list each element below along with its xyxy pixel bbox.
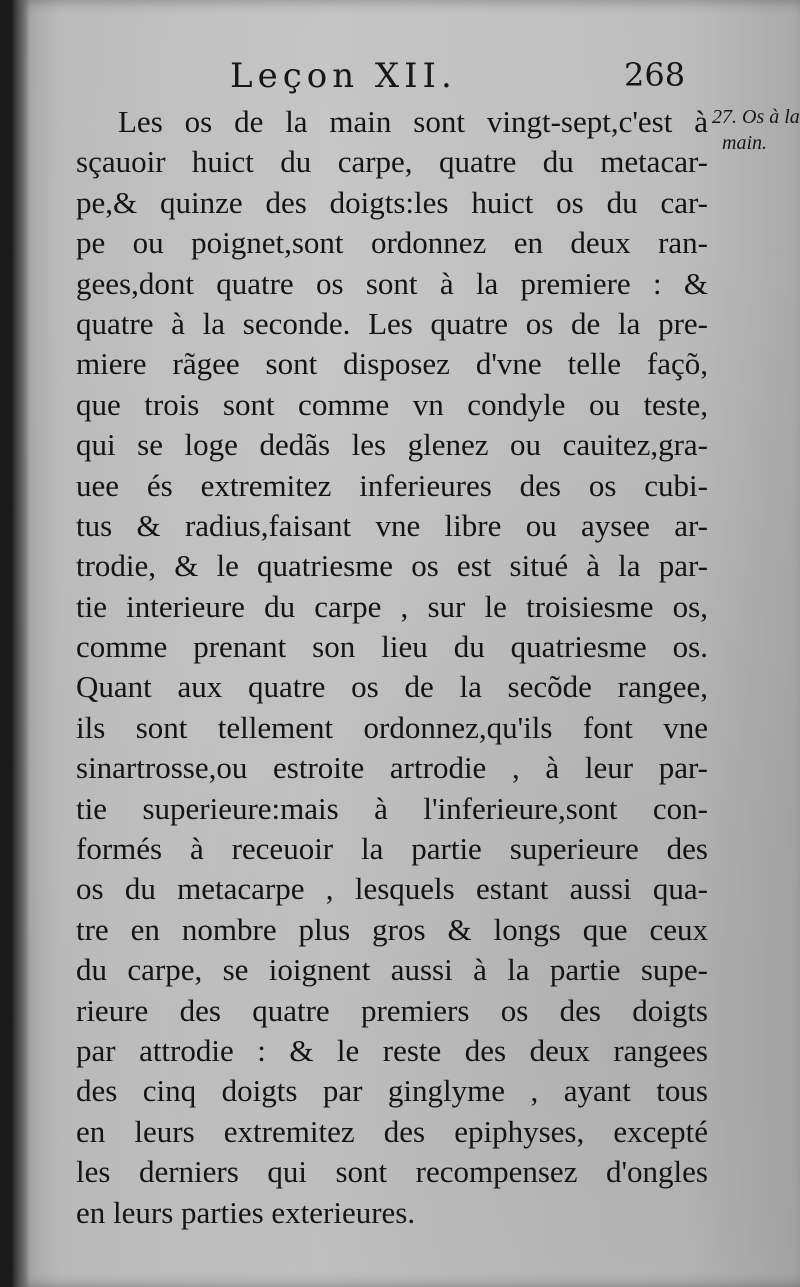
text-line: pe,& quinze des doigts:les huict os du car-: [76, 184, 708, 220]
body-text: [76, 102, 708, 1233]
page-header: [12, 52, 800, 100]
margin-note: [712, 104, 800, 156]
text-line: Les os de la main sont vingt-sept,c'est à: [118, 104, 708, 139]
text-line: tie interieure du carpe , sur le troisiesme os,: [76, 588, 708, 624]
text-line: quatre à la seconde. Les quatre os de la pre-: [76, 305, 708, 341]
text-line: ils sont tellement ordonnez,qu'ils font vne: [76, 709, 708, 745]
text-line: les derniers qui sont recompensez d'ongles: [76, 1154, 708, 1190]
text-line: comme prenant son lieu du quatriesme os.: [76, 629, 708, 665]
text-line: des cinq doigts par ginglyme , ayant tous: [76, 1073, 708, 1109]
text-line: qui se loge dedãs les glenez ou cauitez,gra-: [76, 427, 708, 463]
text-line: en leurs extremitez des epiphyses, excepté: [76, 1113, 708, 1149]
text-line: formés à receuoir la partie superieure des: [76, 831, 708, 867]
text-line: uee és extremitez inferieures des os cubi-: [76, 467, 708, 503]
text-line: rieure des quatre premiers os des doigts: [76, 992, 708, 1028]
text-line: en leurs parties exterieures.: [76, 1194, 416, 1230]
margin-note-line: 27. Os à la: [712, 106, 800, 128]
text-line: tre en nombre plus gros & longs que ceux: [76, 911, 708, 947]
text-line: gees,dont quatre os sont à la premiere : &: [76, 265, 708, 301]
text-line: par attrodie : & le reste des deux rangees: [76, 1032, 708, 1068]
page-number: 268: [624, 56, 686, 94]
text-line: miere rãgee sont disposez d'vne telle façõ,: [76, 346, 708, 382]
running-head: Leçon XII.: [230, 56, 457, 96]
text-line: Quant aux quatre os de la secõde rangee,: [76, 669, 708, 705]
text-line: trodie, & le quatriesme os est situé à la par-: [76, 548, 708, 584]
spine-shadow: [12, 0, 30, 1287]
margin-note-line: main.: [722, 132, 767, 154]
text-line: sçauoir huict du carpe, quatre du metacar-: [76, 144, 708, 180]
text-line: pe ou poignet,sont ordonnez en deux ran-: [76, 225, 708, 261]
text-line: sinartrosse,ou estroite artrodie , à leur par-: [76, 750, 708, 786]
text-line: que trois sont comme vn condyle ou teste,: [76, 386, 708, 422]
text-line: tie superieure:mais à l'inferieure,sont con-: [76, 790, 708, 826]
text-line: os du metacarpe , lesquels estant aussi qua-: [76, 871, 708, 907]
book-page: [12, 0, 800, 1287]
text-line: du carpe, se ioignent aussi à la partie supe-: [76, 952, 708, 988]
text-line: tus & radius,faisant vne libre ou aysee ar-: [76, 507, 708, 543]
